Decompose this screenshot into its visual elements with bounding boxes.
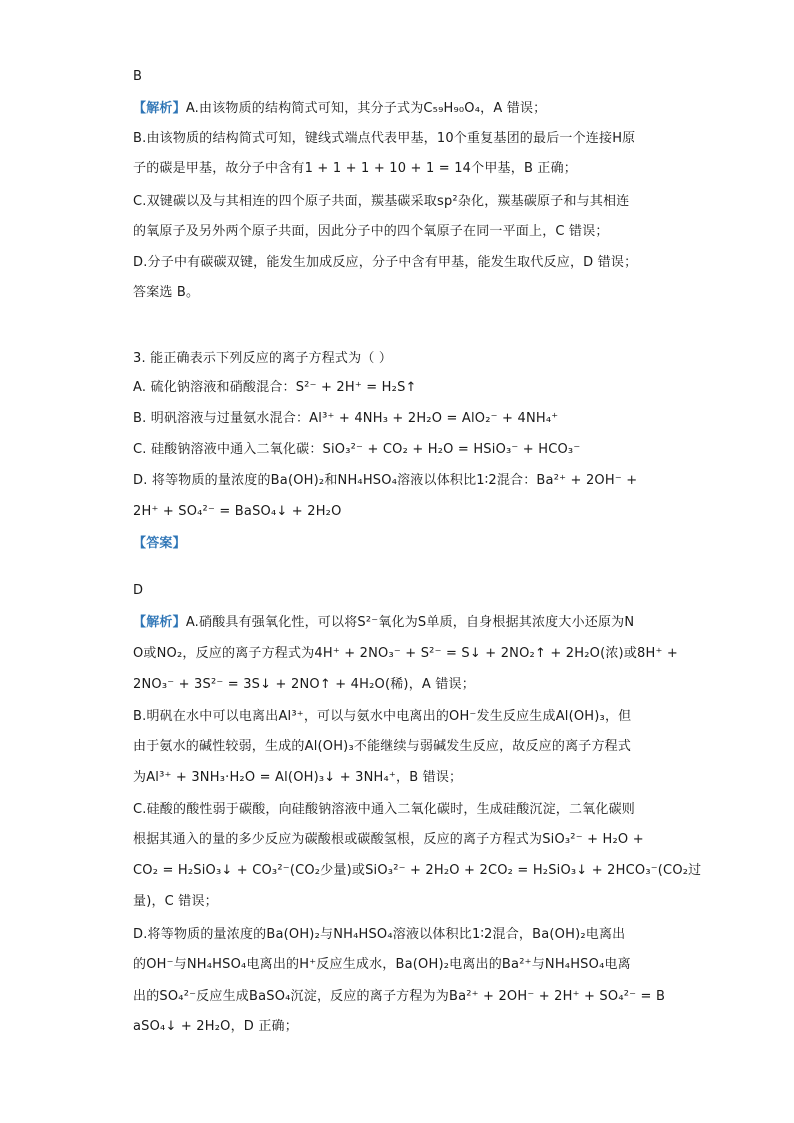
q3-analysis-line-2: O或NO₂，反应的离子方程式为4H⁺ + 2NO₃⁻ + S²⁻ = S↓ + 2NO₂↑ + 2H₂O(浓)或8H⁺ + [133,646,678,661]
q3-analysis-line-8: 根据其通入的量的多少反应为碳酸根或碳酸氢根，反应的离子方程式为SiO₃²⁻ + H₂O + [133,832,644,847]
q3-analysis-line-6: 为Al³⁺ + 3NH₃·H₂O = Al(OH)₃↓ + 3NH₄⁺，B 错误； [133,770,463,785]
q3-analysis-tag: 【解析】 [133,615,186,630]
q3-analysis-line-1: 【解析】A.硝酸具有强氧化性，可以将S²⁻氧化为S单质，自身根据其浓度大小还原为N [133,615,635,630]
q3-analysis-line-11: D.将等物质的量浓度的Ba(OH)₂与NH₄HSO₄溶液以体积比1∶2混合，Ba(OH)₂电离出 [133,927,626,942]
q3-analysis-line-5: 由于氨水的碱性较弱，生成的Al(OH)₃不能继续与弱碱发生反应，故反应的离子方程式 [133,739,632,754]
q3-stem: 3. 能正确表示下列反应的离子方程式为（ ） [133,351,393,366]
q3-analysis-line-9: CO₂ = H₂SiO₃↓ + CO₃²⁻(CO₂少量)或SiO₃²⁻ + 2H₂O + 2CO₂ = H₂SiO₃↓ + 2HCO₃⁻(CO₂过 [133,863,702,878]
q3-analysis-line-4: B.明矾在水中可以电离出Al³⁺，可以与氨水中电离出的OH⁻发生反应生成Al(OH)₃，但 [133,709,632,724]
q3-analysis-line-10: 量)，C 错误； [133,894,218,909]
q2-analysis-line-4: C.双键碳以及与其相连的四个原子共面，羰基碳采取sp²杂化，羰基碳原子和与其相连 [133,194,630,209]
q3-analysis-line-14: aSO₄↓ + 2H₂O，D 正确； [133,1019,298,1034]
q3-answer-tag: 【答案】 [133,536,186,551]
q2-analysis-line-5: 的氧原子及另外两个原子共面，因此分子中的四个氧原子在同一平面上，C 错误； [133,224,609,239]
q2-analysis-line-7: 答案选 B。 [133,285,200,300]
q2-analysis-line-1: 【解析】A.由该物质的结构简式可知，其分子式为C₅₉H₉₀O₄，A 错误； [133,101,547,116]
q3-option-d-cont: 2H⁺ + SO₄²⁻ = BaSO₄↓ + 2H₂O [133,504,342,519]
q2-answer: B [133,69,143,84]
q2-analysis-line-3: 子的碳是甲基，故分子中含有1 + 1 + 1 + 10 + 1 = 14个甲基，B 正确； [133,161,578,176]
q3-option-b: B. 明矾溶液与过量氨水混合：Al³⁺ + 4NH₃ + 2H₂O = AlO₂⁻ + 4NH₄⁺ [133,411,559,426]
q3-answer: D [133,583,144,598]
q3-option-c: C. 硅酸钠溶液中通入二氧化碳：SiO₃²⁻ + CO₂ + H₂O = HSiO₃⁻ + HCO₃⁻ [133,442,581,457]
q3-analysis-line-3: 2NO₃⁻ + 3S²⁻ = 3S↓ + 2NO↑ + 4H₂O(稀)，A 错误； [133,677,475,692]
q3-analysis-line-7: C.硅酸的酸性弱于碳酸，向硅酸钠溶液中通入二氧化碳时，生成硅酸沉淀，二氧化碳则 [133,802,636,817]
q2-analysis-line-6: D.分子中有碳碳双键，能发生加成反应，分子中含有甲基，能发生取代反应，D 错误； [133,255,638,270]
q2-analysis-line-2: B.由该物质的结构简式可知，键线式端点代表甲基，10个重复基团的最后一个连接H原 [133,131,636,146]
q3-option-d: D. 将等物质的量浓度的Ba(OH)₂和NH₄HSO₄溶液以体积比1∶2混合：Ba²⁺ + 2OH⁻ + [133,473,638,488]
q3-option-a: A. 硫化钠溶液和硝酸混合：S²⁻ + 2H⁺ = H₂S↑ [133,380,417,395]
q3-analysis-line-13: 出的SO₄²⁻反应生成BaSO₄沉淀，反应的离子方程为为Ba²⁺ + 2OH⁻ + 2H⁺ + SO₄²⁻ = B [133,989,666,1004]
q3-analysis-line-12: 的OH⁻与NH₄HSO₄电离出的H⁺反应生成水，Ba(OH)₂电离出的Ba²⁺与NH₄HSO₄电离 [133,957,631,972]
q2-analysis-tag: 【解析】 [133,101,186,116]
